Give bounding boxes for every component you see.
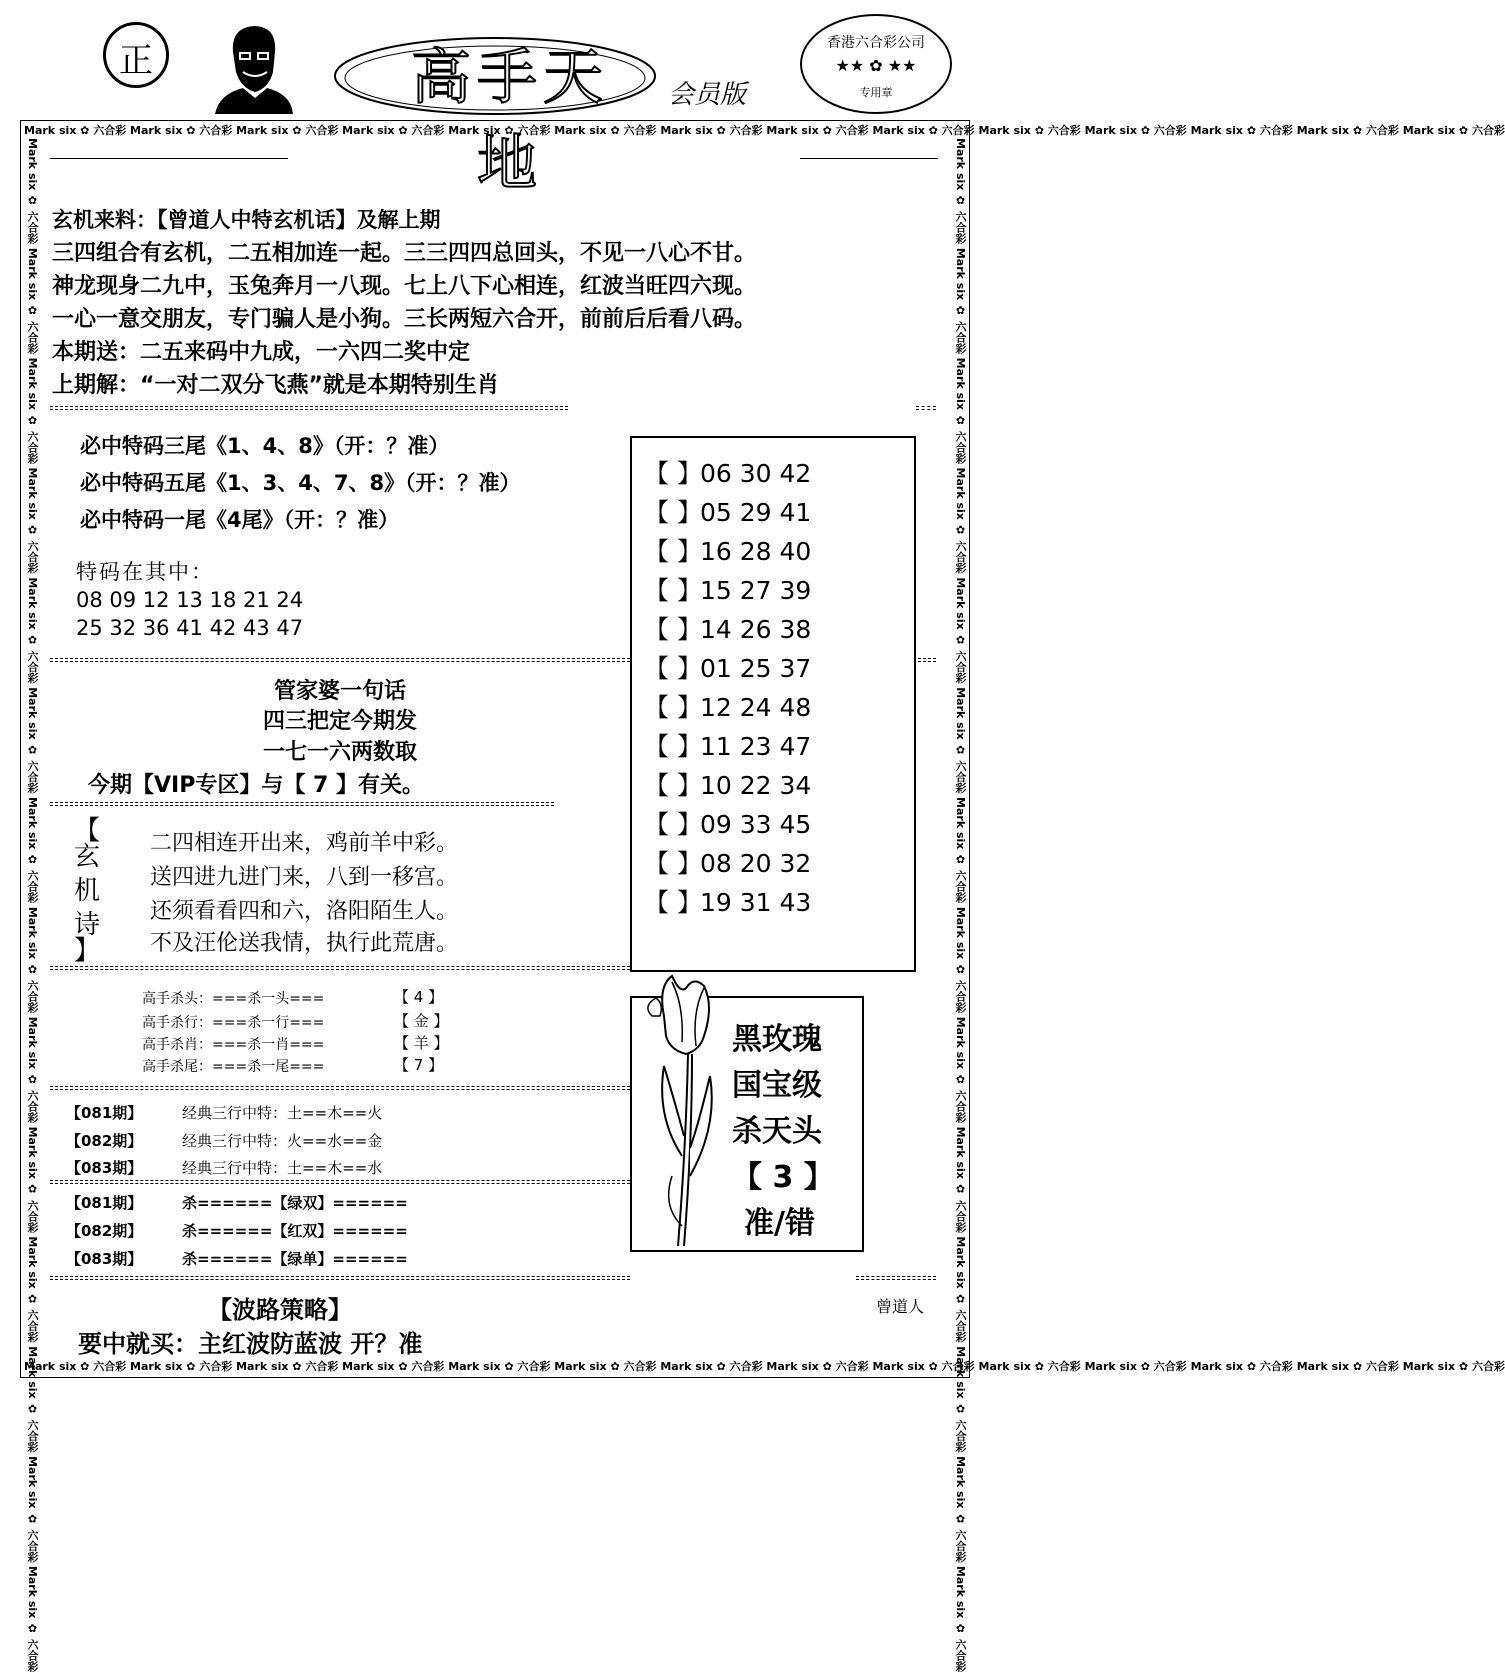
tail-line-2: 必中特码五尾《1、3、4、7、8》（开：？准） [80,471,521,495]
num-row: 【 】11 23 47 [644,732,812,761]
poem-label: 【 玄 机 诗 】 [70,822,104,962]
divider-3 [50,802,554,806]
divider-7-right [856,1276,936,1280]
riddle-line-3: 一心一意交朋友，专门骗人是小狗。三长两短六合开，前前后后看八码。 [52,307,757,332]
portrait-icon [213,22,295,114]
kill-label-3: 高手杀肖：===杀一肖=== [142,1037,325,1053]
wave-text: 要中就买：主红波防蓝波 开？准 [78,1330,423,1358]
num-row: 【 】14 26 38 [644,615,812,644]
housekeeper-line-2: 四三把定今期发 [262,709,417,734]
divider-6 [50,1180,630,1184]
riddle-line-1: 三四组合有玄机，二五相加连一起。三三四四总回头，不见一八心不甘。 [52,241,757,266]
border-text-bottom: Mark six ✿ 六合彩 Mark six ✿ 六合彩 Mark six ✿ 六合彩 Mark six ✿ 六合彩 Mark six ✿ 六合彩 Mark six ✿ 六合彩 Mark six ✿ 六合彩 Mark six ✿ 六合彩 Mark six ✿ 六合彩 Mark six ✿ 六合彩 Mark six ✿ 六合彩 Mark six ✿ 六合彩 Mark six ✿ 六合彩 Mark six ✿ 六合彩 [24,1360,1505,1373]
element-period-3: 【083期】 [66,1159,143,1177]
divider-4 [50,966,630,970]
color-period-2: 【082期】 [66,1222,143,1240]
housekeeper-line-3: 一七一六两数取 [262,740,417,765]
color-period-1: 【081期】 [66,1194,143,1212]
special-label: 特码在其中： [76,560,214,584]
num-row: 【 】16 28 40 [644,537,812,566]
housekeeper-line-4: 今期【VIP专区】与【 7 】有关。 [88,773,424,798]
num-row: 【 】10 22 34 [644,771,812,800]
riddle-line-2: 神龙现身二九中，玉兔奔月一八现。七上八下心相连，红波当旺四六现。 [52,274,757,299]
element-text-3: 经典三行中特：土==木==水 [182,1159,383,1177]
number-box [630,436,916,972]
border-text-left: Mark six ✿ 六合彩 Mark six ✿ 六合彩 Mark six ✿ 六合彩 Mark six ✿ 六合彩 Mark six ✿ 六合彩 Mark six ✿ 六合彩 Mark six ✿ 六合彩 Mark six ✿ 六合彩 Mark six ✿ 六合彩 Mark six ✿ 六合彩 Mark six ✿ 六合彩 Mark six ✿ 六合彩 Mark six ✿ 六合彩 Mark six ✿ 六合彩 [26,138,39,1672]
divider-7 [50,1276,630,1280]
num-row: 【 】15 27 39 [644,576,812,605]
riddle-line-5: 上期解：“一对二双分飞燕”就是本期特别生肖 [52,373,499,398]
color-text-2: 杀======【红双】====== [182,1222,408,1240]
poem-line-2: 送四进九进门来，八到一移宫。 [150,865,459,890]
seal-stars: ★★ ✿ ★★ [835,56,917,75]
color-period-3: 【083期】 [66,1250,143,1268]
kill-value-1: 【 4 】 [394,988,444,1006]
color-text-3: 杀======【绿单】====== [182,1250,408,1268]
border-text-top: Mark six ✿ 六合彩 Mark six ✿ 六合彩 Mark six ✿ 六合彩 Mark six ✿ 六合彩 Mark six ✿ 六合彩 Mark six ✿ 六合彩 Mark six ✿ 六合彩 Mark six ✿ 六合彩 Mark six ✿ 六合彩 Mark six ✿ 六合彩 Mark six ✿ 六合彩 Mark six ✿ 六合彩 Mark six ✿ 六合彩 Mark six ✿ 六合彩 [24,124,1505,137]
company-seal [800,14,952,114]
signature: 曾道人 [876,1297,925,1316]
riddle-label: 玄机来料：【曾道人中特玄机话】及解上期 [52,208,441,232]
rose-line-2: 国宝级 [732,1068,822,1103]
kill-value-3: 【 羊 】 [394,1034,449,1052]
element-text-1: 经典三行中特：土==木==火 [182,1104,383,1122]
seal-top-text: 香港六合彩公司 [827,35,925,51]
element-period-2: 【082期】 [66,1132,143,1150]
divider-5 [50,1086,630,1090]
element-text-2: 经典三行中特：火==水==金 [182,1132,383,1150]
element-period-1: 【081期】 [66,1104,143,1122]
tail-line-3: 必中特码一尾《4尾》（开：？准） [80,508,400,532]
poem-label-char: 诗 [73,910,100,940]
num-row: 【 】08 20 32 [644,849,812,878]
kill-label-1: 高手杀头：===杀一头=== [142,991,325,1007]
poem-label-char: 玄 [73,842,100,872]
poem-line-4: 不及汪伦送我情，执行此荒唐。 [150,931,459,956]
num-row: 【 】19 31 43 [644,888,812,917]
special-row-2: 25 32 36 41 42 43 47 [76,616,304,640]
housekeeper-line-1: 管家婆一句话 [273,679,406,704]
subtitle: 会员版 [668,80,747,110]
color-text-1: 杀======【绿双】====== [182,1194,408,1212]
divider-1 [50,406,568,410]
wave-title: 【波路策略】 [208,1296,352,1324]
page-title: 高手天地 [411,43,609,199]
kill-label-4: 高手杀尾：===杀一尾=== [142,1059,325,1075]
top-rule-left [50,158,288,159]
poem-line-1: 二四相连开出来，鸡前羊中彩。 [150,831,459,856]
tail-line-1: 必中特码三尾《1、4、8》（开：？准） [80,434,450,458]
poem-line-3: 还须看看四和六，洛阳陌生人。 [150,899,459,924]
riddle-line-4: 本期送：二五来码中九成，一六四二奖中定 [52,340,471,365]
rose-line-5: 准/错 [744,1206,815,1241]
num-row: 【 】12 24 48 [644,693,812,722]
tulip-icon [642,976,732,1248]
rose-line-3: 杀天头 [732,1114,822,1149]
num-row: 【 】06 30 42 [644,459,812,488]
poem-label-char: 机 [73,876,100,906]
stamp-char: 正 [119,41,153,81]
divider-1-right [916,406,936,410]
divider-2 [50,658,630,662]
kill-label-2: 高手杀行：===杀一行=== [142,1015,325,1031]
rose-box [630,996,864,1252]
kill-value-2: 【 金 】 [394,1012,449,1030]
num-row: 【 】09 33 45 [644,810,812,839]
special-row-1: 08 09 12 13 18 21 24 [76,588,304,612]
num-row: 【 】05 29 41 [644,498,812,527]
stamp-circle [103,22,169,88]
num-row: 【 】01 25 37 [644,654,812,683]
rose-line-1: 黑玫瑰 [732,1022,822,1057]
rose-line-4: 【 3 】 [732,1160,834,1195]
seal-bottom-text: 专用章 [859,86,893,99]
border-text-right: Mark six ✿ 六合彩 Mark six ✿ 六合彩 Mark six ✿ 六合彩 Mark six ✿ 六合彩 Mark six ✿ 六合彩 Mark six ✿ 六合彩 Mark six ✿ 六合彩 Mark six ✿ 六合彩 Mark six ✿ 六合彩 Mark six ✿ 六合彩 Mark six ✿ 六合彩 Mark six ✿ 六合彩 Mark six ✿ 六合彩 Mark six ✿ 六合彩 [954,138,967,1672]
top-rule-right [800,158,938,159]
kill-value-4: 【 7 】 [394,1056,444,1074]
